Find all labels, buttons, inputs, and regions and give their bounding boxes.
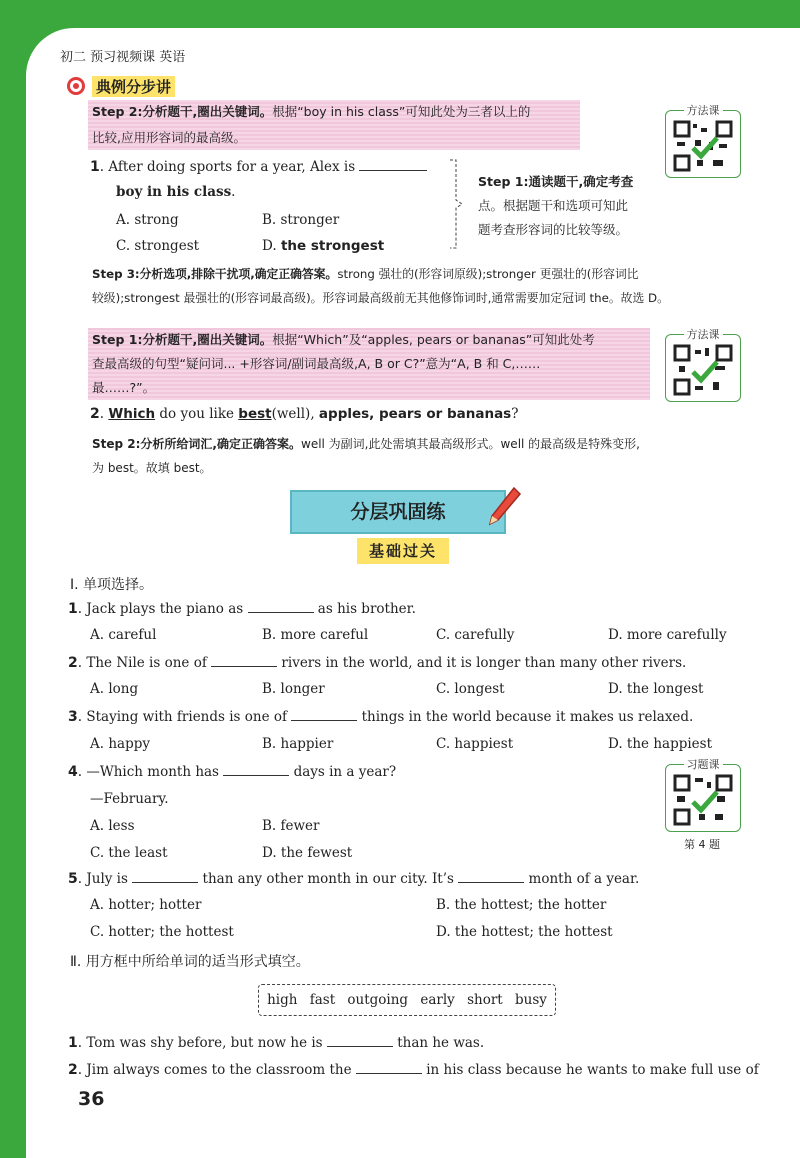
example2-step1-line3: 最……?”。 (92, 380, 156, 395)
q3-option-c[interactable]: C. happiest (436, 736, 514, 752)
example2-step2-line2: 为 best。故填 best。 (92, 461, 212, 475)
example2-step1-line2: 查最高级的句型“疑问词... +形容词/副词最高级,A, B or C?”意为“A, B 和 C,…… (92, 356, 541, 371)
answer-blank[interactable] (327, 1034, 393, 1047)
example1-step2-line2: 比较,应用形容词的最高级。 (92, 130, 246, 145)
example1-step1-line2: 点。根据题干和选项可知此 (478, 198, 629, 213)
question-4: 4. —Which month has days in a year? (68, 764, 397, 780)
example2-step2: Step 2:分析所给词汇,确定正确答案。well 为副词,此处需填其最高级形式。well 的最高级是特殊变形, (92, 437, 640, 451)
q2-option-c[interactable]: C. longest (436, 681, 505, 697)
page-number: 36 (78, 1088, 105, 1110)
q4-option-d[interactable]: D. the fewest (262, 845, 353, 861)
bracket-connector (448, 158, 478, 250)
part2-title: Ⅱ. 用方框中所给单词的适当形式填空。 (70, 954, 310, 970)
q3-option-d[interactable]: D. the happiest (608, 736, 713, 752)
question-5: 5. July is than any other month in our city. It’s month of a year. (68, 871, 640, 887)
part2-question-1: 1. Tom was shy before, but now he is than he was. (68, 1035, 485, 1051)
option-a[interactable]: A. strong (116, 212, 179, 228)
qr-icon (673, 774, 733, 826)
answer-blank[interactable] (211, 654, 277, 667)
practice-banner: 分层巩固练 (290, 490, 506, 534)
example1-step1: Step 1:通读题干,确定考查 (478, 174, 634, 189)
q2-option-b[interactable]: B. longer (262, 681, 325, 697)
example2-step1: Step 1:分析题干,圈出关键词。根据“Which”及“apples, pears or bananas”可知此处考 (92, 332, 595, 347)
example1-step2: Step 2:分析题干,圈出关键词。根据“boy in his class”可知此处为三者以上的 (92, 104, 531, 119)
question-4-line2: —February. (90, 791, 169, 807)
q4-option-a[interactable]: A. less (90, 818, 135, 834)
answer-blank[interactable] (458, 870, 524, 883)
basic-level-title: 基础过关 (357, 538, 449, 564)
qr-code-exercise[interactable]: 习题课 (665, 764, 741, 832)
qr-code-method-2[interactable]: 方法课 (665, 334, 741, 402)
question-3: 3. Staying with friends is one of things in the world because it makes us relaxed. (68, 709, 694, 725)
q1-option-b[interactable]: B. more careful (262, 627, 369, 643)
section-title: 典例分步讲 (92, 76, 175, 97)
option-b[interactable]: B. stronger (262, 212, 340, 228)
page-header-title: 初二 预习视频课 英语 (60, 50, 186, 65)
example1-question: 1. After doing sports for a year, Alex is (90, 158, 427, 175)
q3-option-a[interactable]: A. happy (90, 736, 150, 752)
qr-icon (673, 120, 733, 172)
pencil-icon (488, 486, 522, 526)
q5-option-d[interactable]: D. the hottest; the hottest (436, 924, 613, 940)
example1-step3: Step 3:分析选项,排除干扰项,确定正确答案。strong 强壮的(形容词原级);stronger 更强壮的(形容词比 (92, 267, 639, 281)
option-c[interactable]: C. strongest (116, 238, 200, 254)
answer-blank[interactable] (356, 1061, 422, 1074)
part1-title: Ⅰ. 单项选择。 (70, 577, 154, 593)
option-d[interactable]: D. the strongest (262, 238, 385, 254)
q1-option-d[interactable]: D. more carefully (608, 627, 727, 643)
answer-blank[interactable] (248, 600, 314, 613)
answer-blank[interactable] (291, 708, 357, 721)
qr-code-method-1[interactable]: 方法课 (665, 110, 741, 178)
answer-blank[interactable] (132, 870, 198, 883)
q5-option-a[interactable]: A. hotter; hotter (90, 897, 202, 913)
answer-blank[interactable] (223, 763, 289, 776)
example1-step1-line3: 题考查形容词的比较等级。 (478, 222, 629, 237)
example2-question: 2. Which do you like best(well), apples, pears or bananas? (90, 406, 519, 422)
q2-option-d[interactable]: D. the longest (608, 681, 704, 697)
q1-option-c[interactable]: C. carefully (436, 627, 515, 643)
q2-option-a[interactable]: A. long (90, 681, 139, 697)
example1-step3-line2: 较级);strongest 最强壮的(形容词最高级)。形容词最高级前无其他修饰词时,通常需要加定冠词 the。故选 D。 (92, 291, 669, 305)
example1-question-line2: boy in his class. (116, 184, 236, 200)
qr-caption: 第 4 题 (684, 838, 720, 851)
q4-option-b[interactable]: B. fewer (262, 818, 320, 834)
q5-option-b[interactable]: B. the hottest; the hotter (436, 897, 607, 913)
answer-blank[interactable] (359, 158, 427, 171)
part2-question-2: 2. Jim always comes to the classroom the in his class because he wants to make full use of (68, 1062, 759, 1078)
q1-option-a[interactable]: A. careful (90, 627, 157, 643)
qr-icon (673, 344, 733, 396)
word-box: high fast outgoing early short busy (258, 984, 556, 1016)
target-icon (66, 76, 86, 96)
q4-option-c[interactable]: C. the least (90, 845, 168, 861)
question-2: 2. The Nile is one of rivers in the world, and it is longer than many other rivers. (68, 655, 687, 671)
question-1: 1. Jack plays the piano as as his brother. (68, 601, 416, 617)
q5-option-c[interactable]: C. hotter; the hottest (90, 924, 234, 940)
q3-option-b[interactable]: B. happier (262, 736, 334, 752)
